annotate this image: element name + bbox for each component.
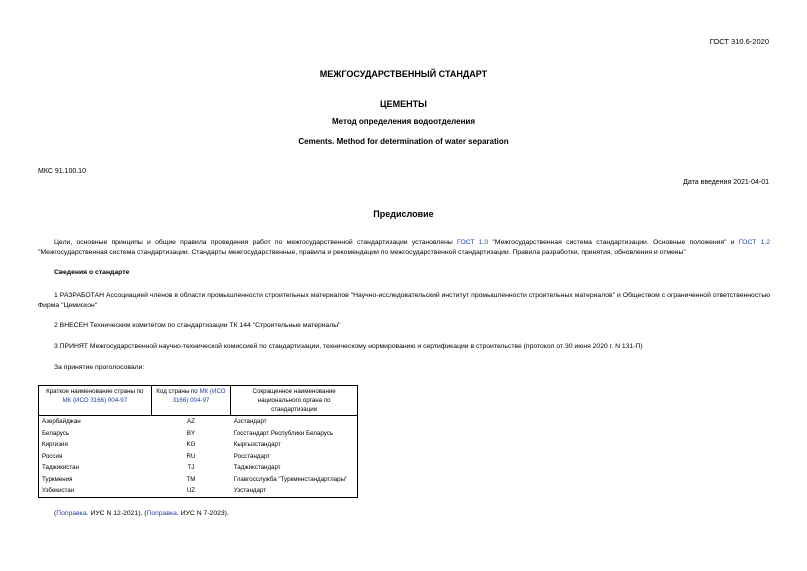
amend-text-1: . ИУС N 12-2021), ( [86,510,147,517]
introduced-by-paragraph: 2 ВНЕСЕН Техническим комитетом по стандартизации ТК 144 "Строительные материалы" [54,322,341,329]
developed-by-paragraph: 1 РАЗРАБОТАН Ассоциацией членов в области промышленности строительных материалов "Научно-исследовательский институт промышленности строительных материалов" и Обществом с ограниченной ответственностью Фирма "Цемискон" [38,292,770,309]
body-cell: Узстандарт [233,487,267,494]
table-row [39,451,358,463]
table-row [39,474,358,486]
code-cell: UZ [186,487,196,494]
subject-title: ЦЕМЕНТЫ [380,99,427,109]
method-title-en: Cements. Method for determination of water separation [298,137,509,146]
amendment-link-1[interactable]: Поправка [56,510,87,517]
voted-for-label: За принятие проголосовали: [54,364,145,371]
method-title-ru: Метод определения водоотделения [332,117,475,126]
countries-table [38,385,358,498]
code-cell: TJ [187,464,195,471]
code-cell: RU [186,452,196,460]
body-cell: Росстандарт [233,452,271,460]
p1-text-b: "Межгосударственная система стандартизации. Основные положения" и [488,239,739,246]
code-cell: KG [186,441,196,448]
adopted-by-paragraph: 3 ПРИНЯТ Межгосударственной научно-технической комиссией по стандартизации, техническому нормированию и сертификации в строительстве (протокол от 30 июня 2020 г. N 131-П) [54,343,643,350]
body-cell: Госстандарт Республики Беларусь [233,429,334,437]
amendment-link-2[interactable]: Поправка [146,510,177,517]
table-row [39,416,358,428]
intro-date: Дата введения 2021-04-01 [683,179,769,186]
preface-paragraph-1 [38,238,770,258]
country-cell: Киргизия [42,441,68,448]
gost-code: ГОСТ 310.6-2020 [709,37,769,46]
country-cell: Беларусь [42,429,70,437]
header-country-code-text: Код страны по [156,388,200,395]
amend-open: ( [54,510,57,517]
p1-text-c: "Межгосударственная система стандартизации. Стандарты межгосударственные, правила и рекомендации по межгосударственной стандартизации. Правила разработки, принятия, обновления и отмены" [38,249,686,256]
header-country-name [39,386,152,416]
table-header-row [39,386,358,416]
header-country-code [151,386,231,416]
standard-info-heading: Сведения о стандарте [54,269,130,276]
mk-iso-link-1[interactable]: МК (ИСО 3166) 004-97 [62,397,128,404]
preface-heading: Предисловие [373,209,434,219]
header-country-name-text: Краткое наименование страны по [46,388,144,395]
amend-text-2: . ИУС N 7-2023). [176,510,229,517]
country-cell: Узбекистан [42,487,75,494]
body-cell: Главгосслужба "Туркменстандартлары" [233,475,348,483]
body-cell: Таджикстандарт [233,464,281,471]
code-cell: AZ [186,418,195,425]
country-cell: Россия [42,452,63,460]
mk-iso-link-2[interactable]: МК (ИСО 3166) 004-97 [172,388,226,404]
code-cell: TM [186,475,196,483]
table-row [39,428,358,440]
table-row [39,439,358,451]
p1-text-a: Цели, основные принципы и общие правила проведения работ по межгосударственной стандартизации установлены [54,239,458,246]
country-cell: Таджикистан [42,464,80,471]
body-cell: Азстандарт [233,418,267,425]
mks-code: МКС 91.100.10 [38,168,86,175]
code-cell: BY [186,429,196,437]
country-cell: Азербайджан [42,418,81,425]
table-row [39,462,358,474]
gost-1-2-link[interactable]: ГОСТ 1.2 [738,239,770,246]
header-national-body: Сокращенное наименование национального органа по стандартизации [231,386,358,416]
table-row [39,485,358,497]
body-cell: Кыргызстандарт [233,441,281,448]
amendments-line [54,510,229,517]
standard-type-title: МЕЖГОСУДАРСТВЕННЫЙ СТАНДАРТ [319,69,488,79]
country-cell: Туркмения [42,475,73,483]
gost-1-0-link[interactable]: ГОСТ 1.0 [457,239,489,246]
